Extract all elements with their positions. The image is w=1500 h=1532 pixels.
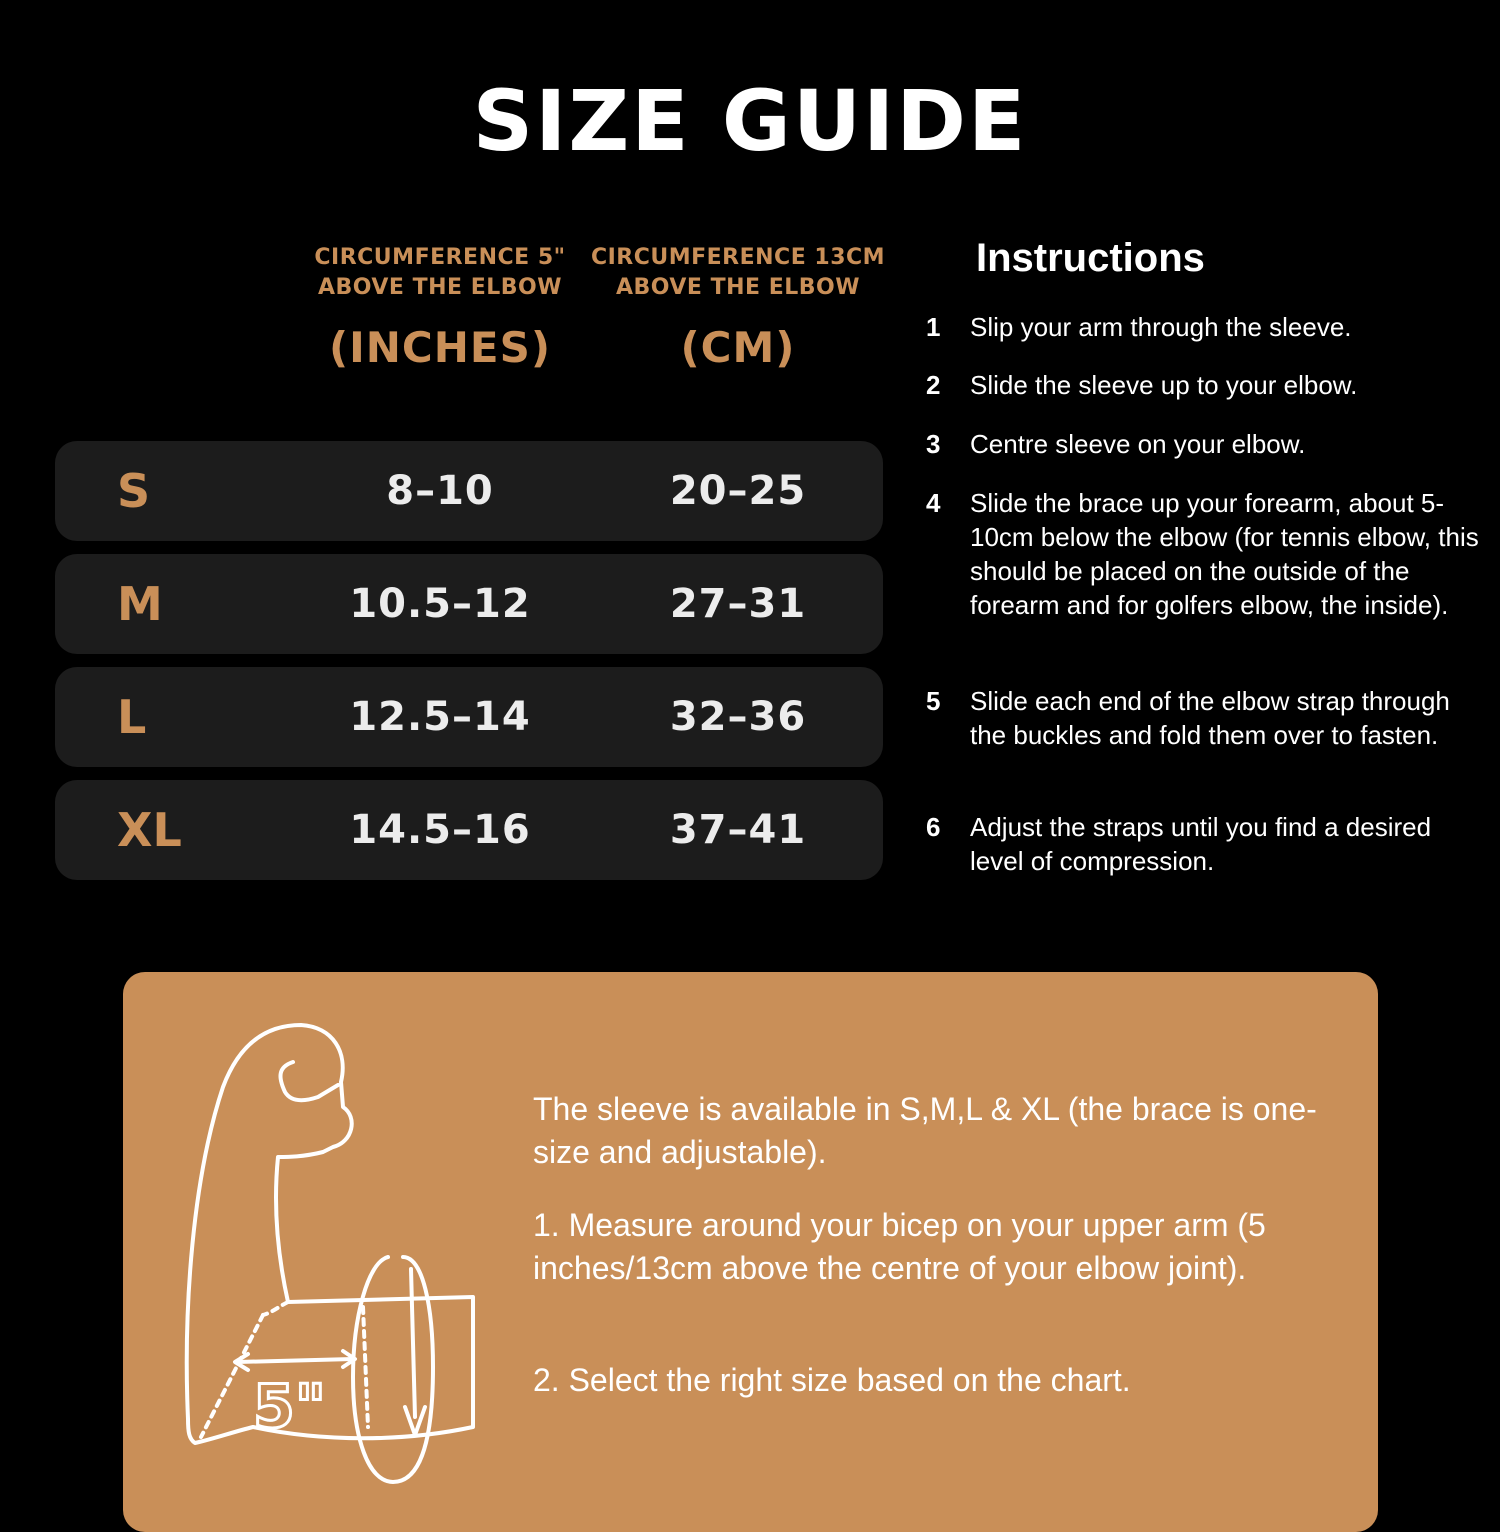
size-label: S (117, 464, 151, 518)
step-number: 2 (926, 370, 941, 400)
select-size-text: 2. Select the right size based on the chart. (533, 1362, 1131, 1398)
step-number: 5 (926, 686, 941, 716)
step-text: Slide the sleeve up to your elbow. (970, 370, 1358, 400)
size-row-l (55, 667, 883, 767)
step-number: 3 (926, 429, 941, 459)
size-row-m (55, 554, 883, 654)
flexed-arm-icon (183, 1007, 503, 1507)
availability-text: The sleeve is available in S,M,L & XL (the brace is one-size and adjustable). (533, 1091, 1317, 1170)
step-text: Centre sleeve on your elbow. (970, 429, 1306, 459)
size-label: L (117, 690, 147, 744)
cm-value: 37–41 (669, 807, 807, 853)
inches-value: 12.5–14 (349, 694, 531, 740)
column-header-inches-label: CIRCUMFERENCE 5" ABOVE THE ELBOW (314, 245, 566, 300)
measure-step-text: 1. Measure around your bicep on your upper arm (5 inches/13cm above the centre of your elbow joint). (533, 1207, 1266, 1286)
size-label: XL (117, 803, 182, 857)
size-row-xl (55, 780, 883, 880)
step-text: Slide each end of the elbow strap through the buckles and fold them over to fasten. (970, 686, 1450, 750)
step-number: 1 (926, 312, 941, 342)
step-text: Adjust the straps until you find a desired level of compression. (970, 812, 1432, 876)
instructions-title: Instructions (976, 236, 1205, 280)
column-header-inches-unit: (INCHES) (328, 323, 552, 372)
step-text: Slide the brace up your forearm, about 5-10cm below the elbow (for tennis elbow, this should be placed on the outside of the forearm and for golfers elbow, the inside). (970, 488, 1479, 620)
size-label: M (117, 577, 163, 631)
inches-value: 10.5–12 (349, 581, 531, 627)
step-number: 4 (926, 488, 941, 518)
inches-value: 8–10 (386, 468, 494, 514)
page-title: SIZE GUIDE (472, 72, 1028, 170)
column-header-inches (290, 243, 590, 372)
column-header-cm-unit: (CM) (680, 323, 796, 372)
inches-value: 14.5–16 (349, 807, 531, 853)
cm-value: 20–25 (669, 468, 807, 514)
size-row-s (55, 441, 883, 541)
step-text: Slip your arm through the sleeve. (970, 312, 1352, 342)
step-number: 6 (926, 812, 941, 842)
column-header-cm (590, 243, 886, 372)
cm-value: 32–36 (669, 694, 807, 740)
measurement-panel (123, 972, 1378, 1532)
cm-value: 27–31 (669, 581, 807, 627)
arm-measure-label: 5" (253, 1372, 327, 1442)
column-header-cm-label: CIRCUMFERENCE 13CM ABOVE THE ELBOW (590, 245, 886, 300)
